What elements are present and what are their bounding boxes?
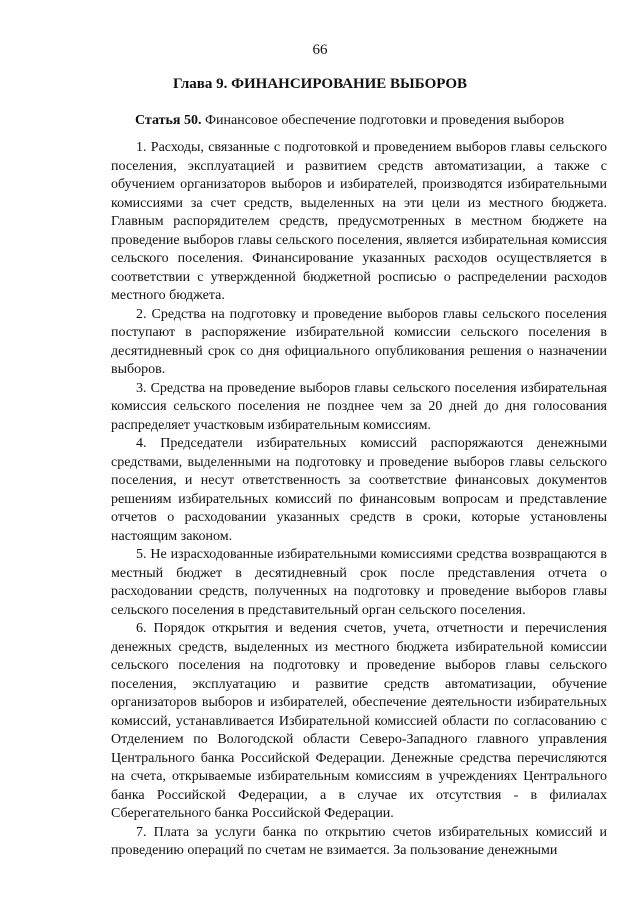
paragraph-5: 5. Не израсходованные избирательными комиссиями средства возвращаются в местный бюджет в десятидневный срок после представления отчета о расходовании средств, полученных на подготовку и проведение выборов главы сельского поселения в представительный орган сельского поселения.: [111, 547, 607, 618]
article-number: Статья 50.: [135, 113, 202, 128]
paragraph-6: 6. Порядок открытия и ведения счетов, учета, отчетности и перечисления денежных средств, выделенных из местного бюджета избирательной комиссии сельского поселения на подготовку и проведение выборов главы сельского поселения, эксплуатацию и развитие средств автоматизации, обучение организаторов выборов и избирателей, обеспечение деятельности избирательных комиссий, устанавливается Избирательной комиссией области по согласованию с Отделением по Вологодской области Северо-Западного главного управления Центрального банка Российской Федерации. Денежные средства перечисляются на счета, открываемые избирательным комиссиям в учреждениях Центрального банка Российской Федерации, а в случае их отсутствия - в филиалах Сберегательного банка Российской Федерации.: [111, 621, 607, 821]
article-body: [111, 139, 607, 861]
paragraph-1: 1. Расходы, связанные с подготовкой и проведением выборов главы сельского поселения, эксплуатацией и развитием средств автоматизации, а также с обучением организаторов выборов и избирателей, производятся избирательными комиссиями за счет средств, выделенных на эти цели из местного бюджета. Главным распорядителем средств, предусмотренных в местном бюджете на проведение выборов главы сельского поселения, является избирательная комиссия сельского поселения. Финансирование указанных расходов осуществляется в соответствии с утвержденной бюджетной росписью о распределении расходов местного бюджета.: [111, 140, 607, 303]
paragraph-2: 2. Средства на подготовку и проведение выборов главы сельского поселения поступают в распоряжение избирательной комиссии сельского поселения в десятидневный срок со дня официального опубликования решения о назначении выборов.: [111, 306, 607, 377]
paragraph-4: 4. Председатели избирательных комиссий распоряжаются денежными средствами, выделенными на подготовку и проведение выборов главы сельского поселения, и несут ответственность за соответствие финансовых документов решениям избирательных комиссий по финансовым вопросам и представление отчетов о расходовании указанных средств в сроки, которые установлены настоящим законом.: [111, 436, 607, 544]
article-title: Финансовое обеспечение подготовки и проведения выборов: [204, 113, 565, 128]
article-heading: [135, 113, 605, 129]
paragraph-3: 3. Средства на проведение выборов главы сельского поселения избирательная комиссия сельского поселения не позднее чем за 20 дней до дня голосования распределяет участковым избирательным комиссиям.: [111, 380, 607, 433]
paragraph-7: 7. Плата за услуги банка по открытию счетов избирательных комиссий и проведению операций по счетам не взимается. За пользование денежными: [111, 824, 607, 858]
chapter-title: Глава 9. ФИНАНСИРОВАНИЕ ВЫБОРОВ: [172, 76, 468, 92]
page-number: 66: [312, 42, 328, 58]
